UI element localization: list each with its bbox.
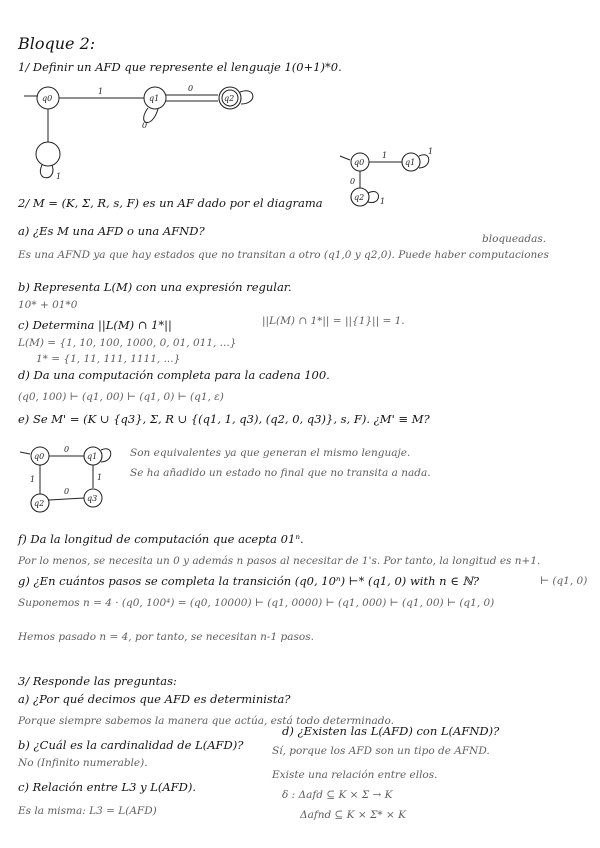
state-q2-label: q2: [224, 94, 235, 103]
question-3c: c) Relación entre L3 y L(AFD).: [18, 780, 197, 794]
answer-2g-line1: Suponemos n = 4 · (q0, 100⁴) = (q0, 10000) ⊢ (q1, 0000) ⊢ (q1, 000) ⊢ (q1, 00) ⊢ (q1, 0): [18, 597, 495, 609]
self-loop-q2: [240, 91, 253, 104]
answer-2c-result: ||L(M) ∩ 1*|| = ||{1}|| = 1.: [262, 315, 405, 327]
self-loop-label-2: 1: [56, 172, 62, 181]
state-q2-d2-label: q2: [354, 193, 365, 202]
d3-label-1: 0: [64, 445, 70, 454]
d3-label-3: 0: [64, 487, 70, 496]
d3-label-2: 1: [30, 475, 36, 484]
automaton-diagram-2: [336, 146, 436, 212]
answer-3d-line4: Δafnd ⊆ K × Σ* × K: [300, 809, 406, 821]
state-q2-d3-label: q2: [34, 499, 45, 508]
self-loop-q2-d2: [368, 192, 379, 203]
d2-label-2: 1: [428, 147, 434, 156]
start-arrow-3: [20, 452, 30, 454]
answer-3a: Porque siempre sabemos la manera que actúa, está todo determinado.: [18, 715, 394, 727]
question-2: 2/ M = (K, Σ, R, s, F) es un AF dado por el diagrama: [18, 196, 323, 210]
answer-3b: No (Infinito numerable).: [18, 757, 148, 769]
question-2b: b) Representa L(M) con una expresión regular.: [18, 280, 292, 294]
answer-2g-continued: ⊢ (q1, 0): [540, 575, 588, 587]
answer-2a-continued: bloqueadas.: [482, 233, 547, 245]
page-title: Bloque 2:: [18, 34, 96, 53]
state-q1-label: q1: [149, 94, 160, 103]
answer-2f: Por lo menos, se necesita un 0 y además n pasos al necesitar de 1's. Por tanto, la longitud es n+1.: [18, 555, 541, 567]
self-loop-trap: [40, 165, 53, 178]
transition-label-1: 1: [98, 87, 104, 96]
transition-label-2: 0: [188, 84, 194, 93]
state-q1-d2-label: q1: [405, 158, 416, 167]
question-2c: c) Determina ||L(M) ∩ 1*||: [18, 318, 172, 332]
question-3: 3/ Responde las preguntas:: [18, 674, 177, 688]
answer-2e-line1: Son equivalentes ya que generan el mismo lenguaje.: [130, 447, 411, 459]
start-arrow-2: [340, 156, 350, 160]
answer-2c-line2: 1* = {1, 11, 111, 1111, ...}: [36, 353, 181, 365]
question-2a: a) ¿Es M una AFD o una AFND?: [18, 224, 205, 238]
question-2f: f) Da la longitud de computación que acepta 01ⁿ.: [18, 532, 304, 546]
answer-2e-line2: Se ha añadido un estado no final que no transita a nada.: [130, 467, 431, 479]
state-trap: [36, 142, 60, 166]
answer-3c: Es la misma: L3 = L(AFD): [18, 805, 157, 817]
answer-2g-line2: Hemos pasado n = 4, por tanto, se necesitan n-1 pasos.: [18, 631, 314, 643]
question-3d: d) ¿Existen las L(AFD) con L(AFND)?: [282, 724, 500, 738]
answer-2a: Es una AFND ya que hay estados que no transitan a otro (q1,0 y q2,0). Puede haber computaciones: [18, 249, 549, 261]
state-q1-d3-label: q1: [87, 452, 98, 461]
d2-label-3: 0: [350, 177, 356, 186]
answer-2b: 10* + 01*0: [18, 299, 78, 311]
answer-2c-line1: L(M) = {1, 10, 100, 1000, 0, 01, 011, ...}: [18, 337, 237, 349]
state-q0-label: q0: [42, 94, 53, 103]
answer-3d-line2: Existe una relación entre ellos.: [272, 769, 438, 781]
d2-label-4: 1: [380, 197, 386, 206]
question-1: 1/ Definir un AFD que represente el lenguaje 1(0+1)*0.: [18, 60, 342, 74]
d2-label-1: 1: [382, 151, 388, 160]
answer-3d-line3: δ : Δafd ⊆ K × Σ → K: [282, 789, 393, 801]
question-3b: b) ¿Cuál es la cardinalidad de L(AFD)?: [18, 738, 244, 752]
question-2d: d) Da una computación completa para la cadena 100.: [18, 368, 330, 382]
answer-3d-line1: Sí, porque los AFD son un tipo de AFND.: [272, 745, 490, 757]
automaton-diagram-3: [18, 440, 128, 520]
question-2e: e) Se M' = (K ∪ {q3}, Σ, R ∪ {(q1, 1, q3), (q2, 0, q3)}, s, F). ¿M' ≡ M?: [18, 412, 430, 426]
state-q0-d2-label: q0: [354, 158, 365, 167]
automaton-diagram-1: [18, 78, 268, 188]
d3-label-4: 1: [97, 473, 103, 482]
answer-2d: (q0, 100) ⊢ (q1, 00) ⊢ (q1, 0) ⊢ (q1, ε): [18, 391, 224, 403]
transition-q2-q3-d3: [49, 498, 84, 500]
question-2g: g) ¿En cuántos pasos se completa la transición (q0, 10ⁿ) ⊢* (q1, 0) with n ∈ ℕ?: [18, 574, 480, 588]
state-q0-d3-label: q0: [34, 452, 45, 461]
question-3a: a) ¿Por qué decimos que AFD es determinista?: [18, 692, 291, 706]
self-loop-label-1: 0: [142, 121, 148, 130]
state-q3-d3-label: q3: [87, 494, 98, 503]
